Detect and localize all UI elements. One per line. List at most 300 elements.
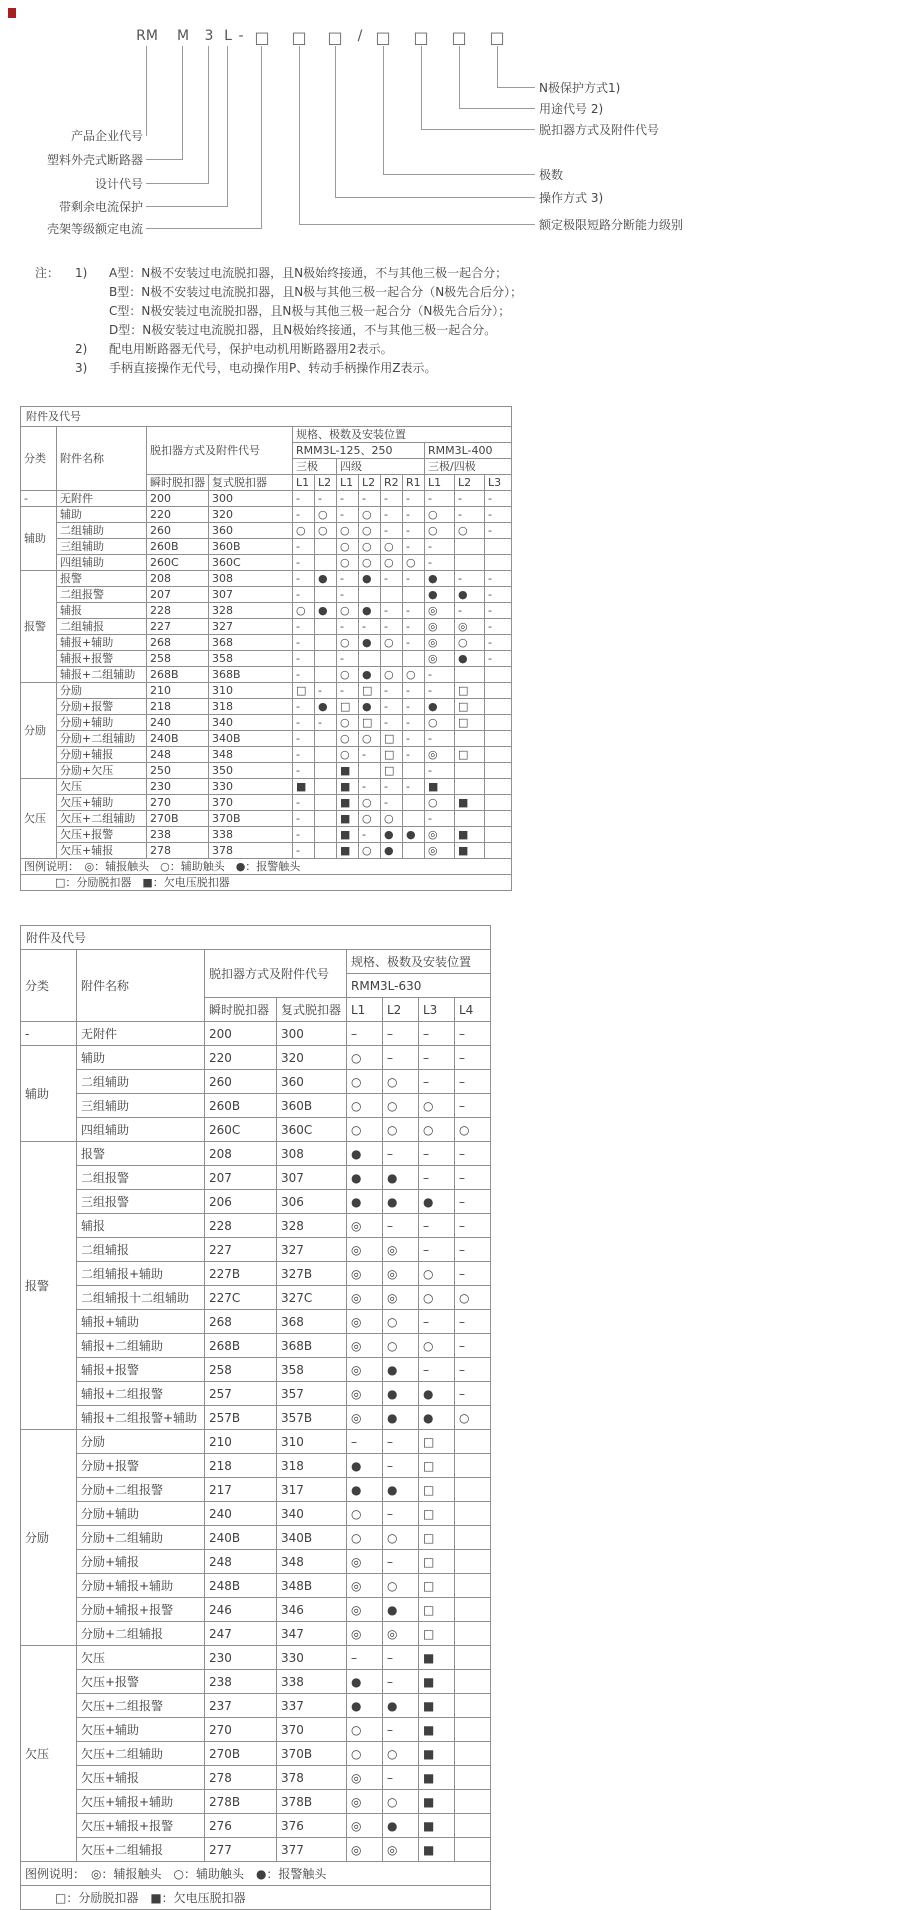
position-cell: [455, 1742, 491, 1766]
position-cell: -: [381, 795, 403, 811]
position-cell: ○: [337, 555, 359, 571]
category-cell: 辅助: [21, 1046, 77, 1142]
code-cell: 307: [277, 1166, 347, 1190]
position-cell: -: [485, 635, 512, 651]
position-cell: –: [419, 1166, 455, 1190]
table-row: [21, 1070, 491, 1094]
position-cell: -: [293, 555, 315, 571]
position-cell: –: [419, 1046, 455, 1070]
code-cell: 358: [209, 651, 293, 667]
note-line: 手柄直接操作无代号，电动操作用P、转动手柄操作用Z表示。: [109, 361, 437, 375]
label-residual-current: 带剩余电流保护: [58, 200, 143, 214]
position-cell: □: [381, 747, 403, 763]
position-cell: -: [455, 603, 485, 619]
position-cell: ○: [381, 555, 403, 571]
header-col: L2: [359, 475, 381, 491]
position-cell: ■: [455, 843, 485, 859]
position-cell: –: [455, 1310, 491, 1334]
table-row: [21, 779, 512, 795]
code-cell: 268B: [205, 1334, 277, 1358]
position-cell: ○: [359, 555, 381, 571]
header-spec-group: 规格、极数及安装位置: [347, 950, 491, 974]
position-cell: -: [403, 507, 425, 523]
accessory-table-125-250-400-wrap: [20, 406, 900, 891]
position-cell: ◎: [347, 1598, 383, 1622]
accessory-name-cell: 分励+二组辅报: [77, 1622, 205, 1646]
note-1: [35, 264, 900, 340]
position-cell: [485, 795, 512, 811]
header-col: L1: [425, 475, 455, 491]
code-cell: 348B: [277, 1574, 347, 1598]
position-cell: [455, 555, 485, 571]
accessory-table-630-wrap: [20, 925, 900, 1910]
accessory-name-cell: 分励+二组辅助: [77, 1526, 205, 1550]
position-cell: -: [485, 571, 512, 587]
position-cell: ●: [383, 1382, 419, 1406]
accessory-name-cell: 分励: [57, 683, 147, 699]
code-cell: 210: [205, 1430, 277, 1454]
position-cell: [455, 1694, 491, 1718]
accessory-name-cell: 辅报: [77, 1214, 205, 1238]
position-cell: [403, 763, 425, 779]
position-cell: ◎: [347, 1838, 383, 1862]
code-cell: 306: [277, 1190, 347, 1214]
code-cell: 308: [209, 571, 293, 587]
table-row: [21, 603, 512, 619]
position-cell: ●: [347, 1190, 383, 1214]
position-cell: -: [293, 699, 315, 715]
position-cell: ◎: [347, 1406, 383, 1430]
position-cell: –: [455, 1022, 491, 1046]
accessory-name-cell: 欠压+辅报: [57, 843, 147, 859]
table-row: [21, 1166, 491, 1190]
position-cell: ◎: [383, 1262, 419, 1286]
accessory-name-cell: 二组辅报: [57, 619, 147, 635]
position-cell: -: [425, 555, 455, 571]
position-cell: ■: [425, 779, 455, 795]
model-designation-diagram: [0, 0, 900, 250]
accessory-name-cell: 欠压+二组辅报: [77, 1838, 205, 1862]
table-row: [21, 1622, 491, 1646]
accessory-name-cell: 辅报+二组辅助: [57, 667, 147, 683]
position-cell: -: [293, 811, 315, 827]
position-cell: □: [359, 683, 381, 699]
position-cell: –: [419, 1310, 455, 1334]
legend-line-2: □：分励脱扣器 ■：欠电压脱扣器: [21, 1886, 491, 1910]
accessory-name-cell: 报警: [77, 1142, 205, 1166]
position-cell: –: [383, 1718, 419, 1742]
position-cell: ◎: [455, 619, 485, 635]
position-cell: ○: [425, 715, 455, 731]
position-cell: [315, 843, 337, 859]
position-cell: -: [403, 747, 425, 763]
label-usage-code: 用途代号 2): [539, 102, 604, 116]
code-cell: 318: [277, 1454, 347, 1478]
code-cell: 328: [209, 603, 293, 619]
position-cell: –: [347, 1022, 383, 1046]
position-cell: ■: [419, 1766, 455, 1790]
table-row: [21, 1502, 491, 1526]
header-category: 分类: [21, 950, 77, 1022]
position-cell: ○: [337, 523, 359, 539]
position-cell: ◎: [347, 1574, 383, 1598]
code-cell: 227B: [205, 1262, 277, 1286]
accessory-name-cell: 二组辅报: [77, 1238, 205, 1262]
code-cell: 247: [205, 1622, 277, 1646]
position-cell: ●: [347, 1454, 383, 1478]
position-cell: [315, 731, 337, 747]
note-number: 3): [75, 361, 88, 375]
accessory-name-cell: 欠压+报警: [57, 827, 147, 843]
header-col: L3: [419, 998, 455, 1022]
accessory-name-cell: 欠压+辅报: [77, 1766, 205, 1790]
accessory-name-cell: 辅报+二组辅助: [77, 1334, 205, 1358]
header-spec-630: RMM3L-630: [347, 974, 491, 998]
note-3: [35, 359, 900, 378]
position-cell: -: [485, 523, 512, 539]
code-cell: 378B: [277, 1790, 347, 1814]
position-cell: ○: [381, 539, 403, 555]
position-cell: -: [293, 571, 315, 587]
position-cell: ○: [419, 1286, 455, 1310]
code-cell: 237: [205, 1694, 277, 1718]
position-cell: [381, 651, 403, 667]
header-col: L4: [455, 998, 491, 1022]
position-cell: -: [381, 491, 403, 507]
accessory-name-cell: 分励+辅报: [57, 747, 147, 763]
table-row: [21, 619, 512, 635]
accessory-name-cell: 辅助: [57, 507, 147, 523]
position-cell: ○: [403, 555, 425, 571]
note-prefix: 注：: [35, 266, 60, 280]
table-row: [21, 571, 512, 587]
position-cell: [315, 635, 337, 651]
position-cell: -: [381, 715, 403, 731]
position-cell: -: [403, 779, 425, 795]
position-cell: ●: [383, 1190, 419, 1214]
position-cell: ○: [383, 1310, 419, 1334]
table-row: [21, 667, 512, 683]
position-cell: □: [419, 1454, 455, 1478]
position-cell: ●: [383, 1358, 419, 1382]
position-cell: ◎: [425, 635, 455, 651]
position-cell: -: [425, 667, 455, 683]
position-cell: [485, 779, 512, 795]
position-cell: □: [419, 1502, 455, 1526]
code-cell: 210: [147, 683, 209, 699]
code-cell: 317: [277, 1478, 347, 1502]
position-cell: [403, 651, 425, 667]
code-part-m: M: [176, 28, 190, 44]
code-cell: 368: [277, 1310, 347, 1334]
category-cell: 欠压: [21, 779, 57, 859]
position-cell: –: [455, 1238, 491, 1262]
position-cell: [455, 1670, 491, 1694]
code-cell: 278: [205, 1766, 277, 1790]
position-cell: ○: [347, 1070, 383, 1094]
position-cell: [485, 731, 512, 747]
table-row: [21, 683, 512, 699]
header-three-pole: 三极: [293, 459, 337, 475]
code-cell: 227: [147, 619, 209, 635]
table-row: [21, 731, 512, 747]
code-cell: 340: [277, 1502, 347, 1526]
position-cell: ■: [419, 1790, 455, 1814]
position-cell: -: [425, 491, 455, 507]
accessory-name-cell: 二组辅助: [77, 1070, 205, 1094]
position-cell: ○: [359, 523, 381, 539]
position-cell: □: [419, 1622, 455, 1646]
header-category: 分类: [21, 427, 57, 491]
position-cell: –: [347, 1646, 383, 1670]
code-cell: 337: [277, 1694, 347, 1718]
position-cell: –: [383, 1022, 419, 1046]
position-cell: ○: [455, 523, 485, 539]
position-cell: –: [383, 1454, 419, 1478]
position-cell: –: [455, 1358, 491, 1382]
header-col: R1: [403, 475, 425, 491]
position-cell: –: [419, 1142, 455, 1166]
position-cell: -: [293, 715, 315, 731]
code-cell: 240B: [205, 1526, 277, 1550]
code-part-3: 3: [204, 28, 214, 44]
position-cell: ●: [425, 587, 455, 603]
table-row: [21, 1838, 491, 1862]
table-row: [21, 555, 512, 571]
position-cell: [315, 651, 337, 667]
position-cell: ●: [381, 843, 403, 859]
position-cell: ●: [383, 1598, 419, 1622]
position-cell: [455, 1814, 491, 1838]
code-cell: 308: [277, 1142, 347, 1166]
code-box-7: □: [489, 28, 505, 47]
code-cell: 327: [209, 619, 293, 635]
position-cell: -: [315, 683, 337, 699]
position-cell: -: [337, 491, 359, 507]
position-cell: ◎: [347, 1238, 383, 1262]
code-cell: 370: [277, 1718, 347, 1742]
position-cell: ○: [337, 731, 359, 747]
position-cell: -: [293, 539, 315, 555]
position-cell: ○: [455, 1406, 491, 1430]
code-cell: 258: [205, 1358, 277, 1382]
code-cell: 360B: [277, 1094, 347, 1118]
position-cell: ○: [425, 507, 455, 523]
code-cell: 230: [205, 1646, 277, 1670]
position-cell: ○: [347, 1046, 383, 1070]
position-cell: -: [485, 587, 512, 603]
position-cell: ○: [347, 1718, 383, 1742]
label-mccb: 塑料外壳式断路器: [46, 153, 143, 167]
table-row: [21, 795, 512, 811]
note-line: C型：N极安装过电流脱扣器，且N极与其他三极一起合分（N极先合后分）；: [109, 304, 511, 318]
code-cell: 360: [209, 523, 293, 539]
code-box-5: □: [413, 28, 429, 47]
position-cell: [381, 587, 403, 603]
code-cell: 260C: [205, 1118, 277, 1142]
position-cell: □: [419, 1526, 455, 1550]
position-cell: □: [419, 1598, 455, 1622]
accessory-name-cell: 欠压+二组报警: [77, 1694, 205, 1718]
table-row: [21, 1766, 491, 1790]
position-cell: [315, 795, 337, 811]
position-cell: [485, 715, 512, 731]
position-cell: ○: [381, 667, 403, 683]
position-cell: □: [359, 715, 381, 731]
position-cell: -: [485, 491, 512, 507]
position-cell: -: [337, 587, 359, 603]
position-cell: –: [455, 1262, 491, 1286]
table-row: [21, 1262, 491, 1286]
position-cell: [485, 811, 512, 827]
code-cell: 208: [205, 1142, 277, 1166]
position-cell: ●: [359, 603, 381, 619]
position-cell: □: [337, 699, 359, 715]
position-cell: ●: [359, 635, 381, 651]
position-cell: [315, 555, 337, 571]
code-cell: 260: [147, 523, 209, 539]
code-cell: 360: [277, 1070, 347, 1094]
code-cell: 248: [205, 1550, 277, 1574]
header-col: L3: [485, 475, 512, 491]
position-cell: -: [293, 587, 315, 603]
position-cell: ◎: [425, 843, 455, 859]
code-cell: 360C: [209, 555, 293, 571]
position-cell: ●: [383, 1478, 419, 1502]
position-cell: [315, 811, 337, 827]
accessory-name-cell: 欠压: [57, 779, 147, 795]
position-cell: ●: [347, 1694, 383, 1718]
table-row: [21, 1022, 491, 1046]
position-cell: -: [403, 715, 425, 731]
position-cell: ◎: [347, 1286, 383, 1310]
code-cell: 228: [147, 603, 209, 619]
table-row: [21, 1142, 491, 1166]
position-cell: [455, 1790, 491, 1814]
category-cell: 分励: [21, 683, 57, 779]
table-row: [21, 1646, 491, 1670]
table-row: [21, 715, 512, 731]
position-cell: □: [455, 699, 485, 715]
code-cell: 220: [147, 507, 209, 523]
legend-line-2: □：分励脱扣器 ■：欠电压脱扣器: [21, 875, 512, 891]
accessory-name-cell: 欠压+报警: [77, 1670, 205, 1694]
position-cell: -: [293, 491, 315, 507]
table-row: [21, 699, 512, 715]
position-cell: -: [381, 699, 403, 715]
accessory-name-cell: 辅报+报警: [57, 651, 147, 667]
code-part-rm: RM: [136, 28, 158, 44]
code-cell: 240: [205, 1502, 277, 1526]
code-cell: 320: [209, 507, 293, 523]
table-row: [21, 1430, 491, 1454]
position-cell: □: [419, 1550, 455, 1574]
position-cell: ■: [337, 779, 359, 795]
position-cell: -: [293, 843, 315, 859]
code-cell: 320: [277, 1046, 347, 1070]
position-cell: ◎: [347, 1622, 383, 1646]
position-cell: ○: [347, 1118, 383, 1142]
position-cell: -: [485, 651, 512, 667]
header-col: L1: [347, 998, 383, 1022]
position-cell: -: [359, 747, 381, 763]
accessory-name-cell: 欠压+二组辅助: [77, 1742, 205, 1766]
position-cell: -: [455, 571, 485, 587]
code-cell: 276: [205, 1814, 277, 1838]
position-cell: ●: [347, 1166, 383, 1190]
position-cell: ■: [419, 1646, 455, 1670]
position-cell: -: [381, 619, 403, 635]
position-cell: [315, 827, 337, 843]
position-cell: ◎: [347, 1790, 383, 1814]
table-row: [21, 1454, 491, 1478]
position-cell: ■: [293, 779, 315, 795]
code-cell: 376: [277, 1814, 347, 1838]
code-cell: 348: [209, 747, 293, 763]
position-cell: [359, 651, 381, 667]
position-cell: –: [383, 1766, 419, 1790]
position-cell: –: [383, 1670, 419, 1694]
position-cell: ■: [419, 1814, 455, 1838]
position-cell: ○: [419, 1118, 455, 1142]
position-cell: -: [403, 491, 425, 507]
table-row: [21, 1118, 491, 1142]
position-cell: □: [419, 1430, 455, 1454]
position-cell: ●: [419, 1190, 455, 1214]
accessory-name-cell: 欠压+辅助: [77, 1718, 205, 1742]
position-cell: ●: [381, 827, 403, 843]
position-cell: -: [403, 731, 425, 747]
header-compound-release: 复式脱扣器: [277, 998, 347, 1022]
position-cell: -: [381, 603, 403, 619]
position-cell: -: [381, 683, 403, 699]
code-cell: 257: [205, 1382, 277, 1406]
header-col: L1: [337, 475, 359, 491]
code-cell: 228: [205, 1214, 277, 1238]
position-cell: [403, 811, 425, 827]
code-cell: 268B: [147, 667, 209, 683]
code-cell: 360C: [277, 1118, 347, 1142]
table-row: [21, 1334, 491, 1358]
code-cell: 220: [205, 1046, 277, 1070]
code-part-dash: -: [238, 28, 244, 44]
label-company-code: 产品企业代号: [70, 129, 143, 143]
category-cell: 报警: [21, 571, 57, 683]
connector-line: [497, 46, 535, 88]
position-cell: ◎: [425, 747, 455, 763]
position-cell: [455, 1526, 491, 1550]
header-three-four-pole: 三极/四极: [425, 459, 512, 475]
position-cell: -: [293, 747, 315, 763]
position-cell: -: [425, 683, 455, 699]
position-cell: ○: [425, 795, 455, 811]
header-spec-400: RMM3L-400: [425, 443, 512, 459]
position-cell: [485, 763, 512, 779]
code-cell: 347: [277, 1622, 347, 1646]
table-row: [21, 539, 512, 555]
position-cell: ●: [359, 699, 381, 715]
position-cell: [455, 1502, 491, 1526]
note-line: D型：N极安装过电流脱扣器，且N极始终接通，不与其他三极一起合分。: [109, 323, 497, 337]
position-cell: -: [403, 603, 425, 619]
position-cell: ○: [315, 523, 337, 539]
accessory-name-cell: 分励+二组辅助: [57, 731, 147, 747]
position-cell: ○: [383, 1742, 419, 1766]
position-cell: ○: [455, 635, 485, 651]
accessory-name-cell: 四组辅助: [77, 1118, 205, 1142]
accessory-name-cell: 分励+二组报警: [77, 1478, 205, 1502]
accessory-name-cell: 欠压+辅报+报警: [77, 1814, 205, 1838]
